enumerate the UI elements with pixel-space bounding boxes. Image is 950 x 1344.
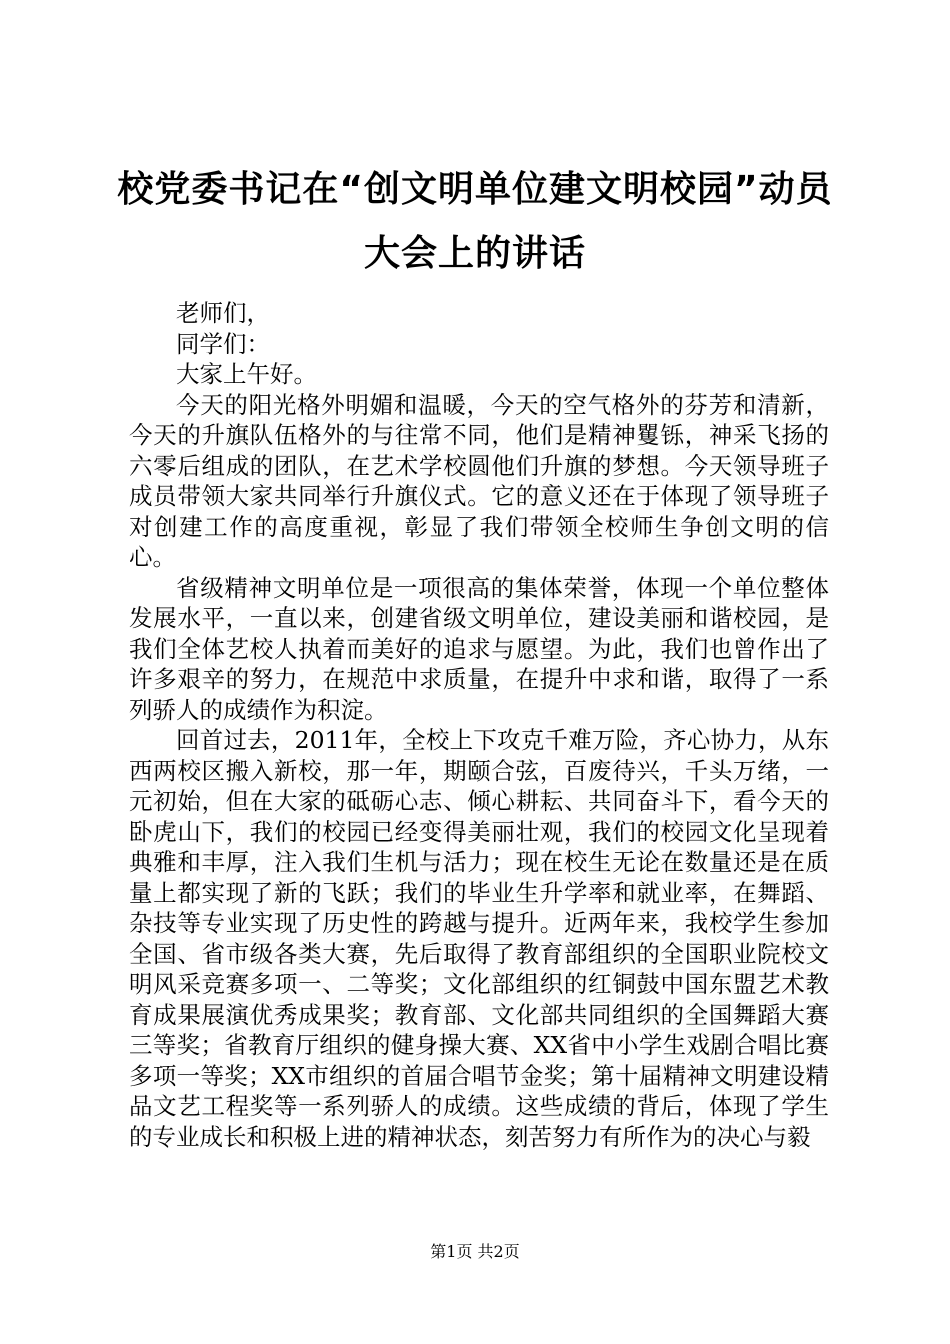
document-body: [129, 298, 829, 1152]
document-title: 校党委书记在“创文明单位建文明校园”动员大会上的讲话: [117, 169, 833, 274]
paragraph-1: 今天的阳光格外明媚和温暖，今天的空气格外的芬芳和清新，今天的升旗队伍格外的与往常不同，他们是精神矍铄，神采飞扬的六零后组成的团队，在艺术学校圆他们升旗的梦想。今天领导班子成员带领大家共同举行升旗仪式。它的意义还在于体现了领导班子对创建工作的高度重视，彰显了我们带领全校师生争创文明的信心。: [129, 390, 829, 571]
greeting: 大家上午好。: [176, 360, 317, 388]
salutation-students: 同学们：: [176, 329, 270, 358]
paragraph-3: 回首过去，2011年，全校上下攻克千难万险，齐心协力，从东西两校区搬入新校，那一年，期颐合弦，百废待兴，千头万绪，一元初始，但在大家的砥砺心志、倾心耕耘、共同奋斗下，看今天的卧虎山下，我们的校园已经变得美丽壮观，我们的校园文化呈现着典雅和丰厚，注入我们生机与活力；现在校生无论在数量还是在质量上都实现了新的飞跃；我们的毕业生升学率和就业率，在舞蹈、杂技等专业实现了历史性的跨越与提升。近两年来，我校学生参加全国、省市级各类大赛，先后取得了教育部组织的全国职业院校文明风采竞赛多项一、二等奖；文化部组织的红铜鼓中国东盟艺术教育成果展演优秀成果奖；教育部、文化部共同组织的全国舞蹈大赛三等奖；省教育厅组织的健身操大赛、XX省中小学生戏剧合唱比赛多项一等奖；XX市组织的首届合唱节金奖；第十届精神文明建设精品文艺工程奖等一系列骄人的成绩。这些成绩的背后，体现了学生的专业成长和积极上进的精神状态，刻苦努力有所作为的决心与毅: [129, 726, 829, 1151]
page-number-footer: 第1页 共2页: [430, 1242, 520, 1261]
paragraph-2: 省级精神文明单位是一项很高的集体荣誉，体现一个单位整体发展水平，一直以来，创建省级文明单位，建设美丽和谐校园，是我们全体艺校人执着而美好的追求与愿望。为此，我们也曾作出了许多艰辛的努力，在规范中求质量，在提升中求和谐，取得了一系列骄人的成绩作为积淀。: [129, 573, 829, 724]
salutation-teachers: 老师们，: [176, 299, 270, 327]
